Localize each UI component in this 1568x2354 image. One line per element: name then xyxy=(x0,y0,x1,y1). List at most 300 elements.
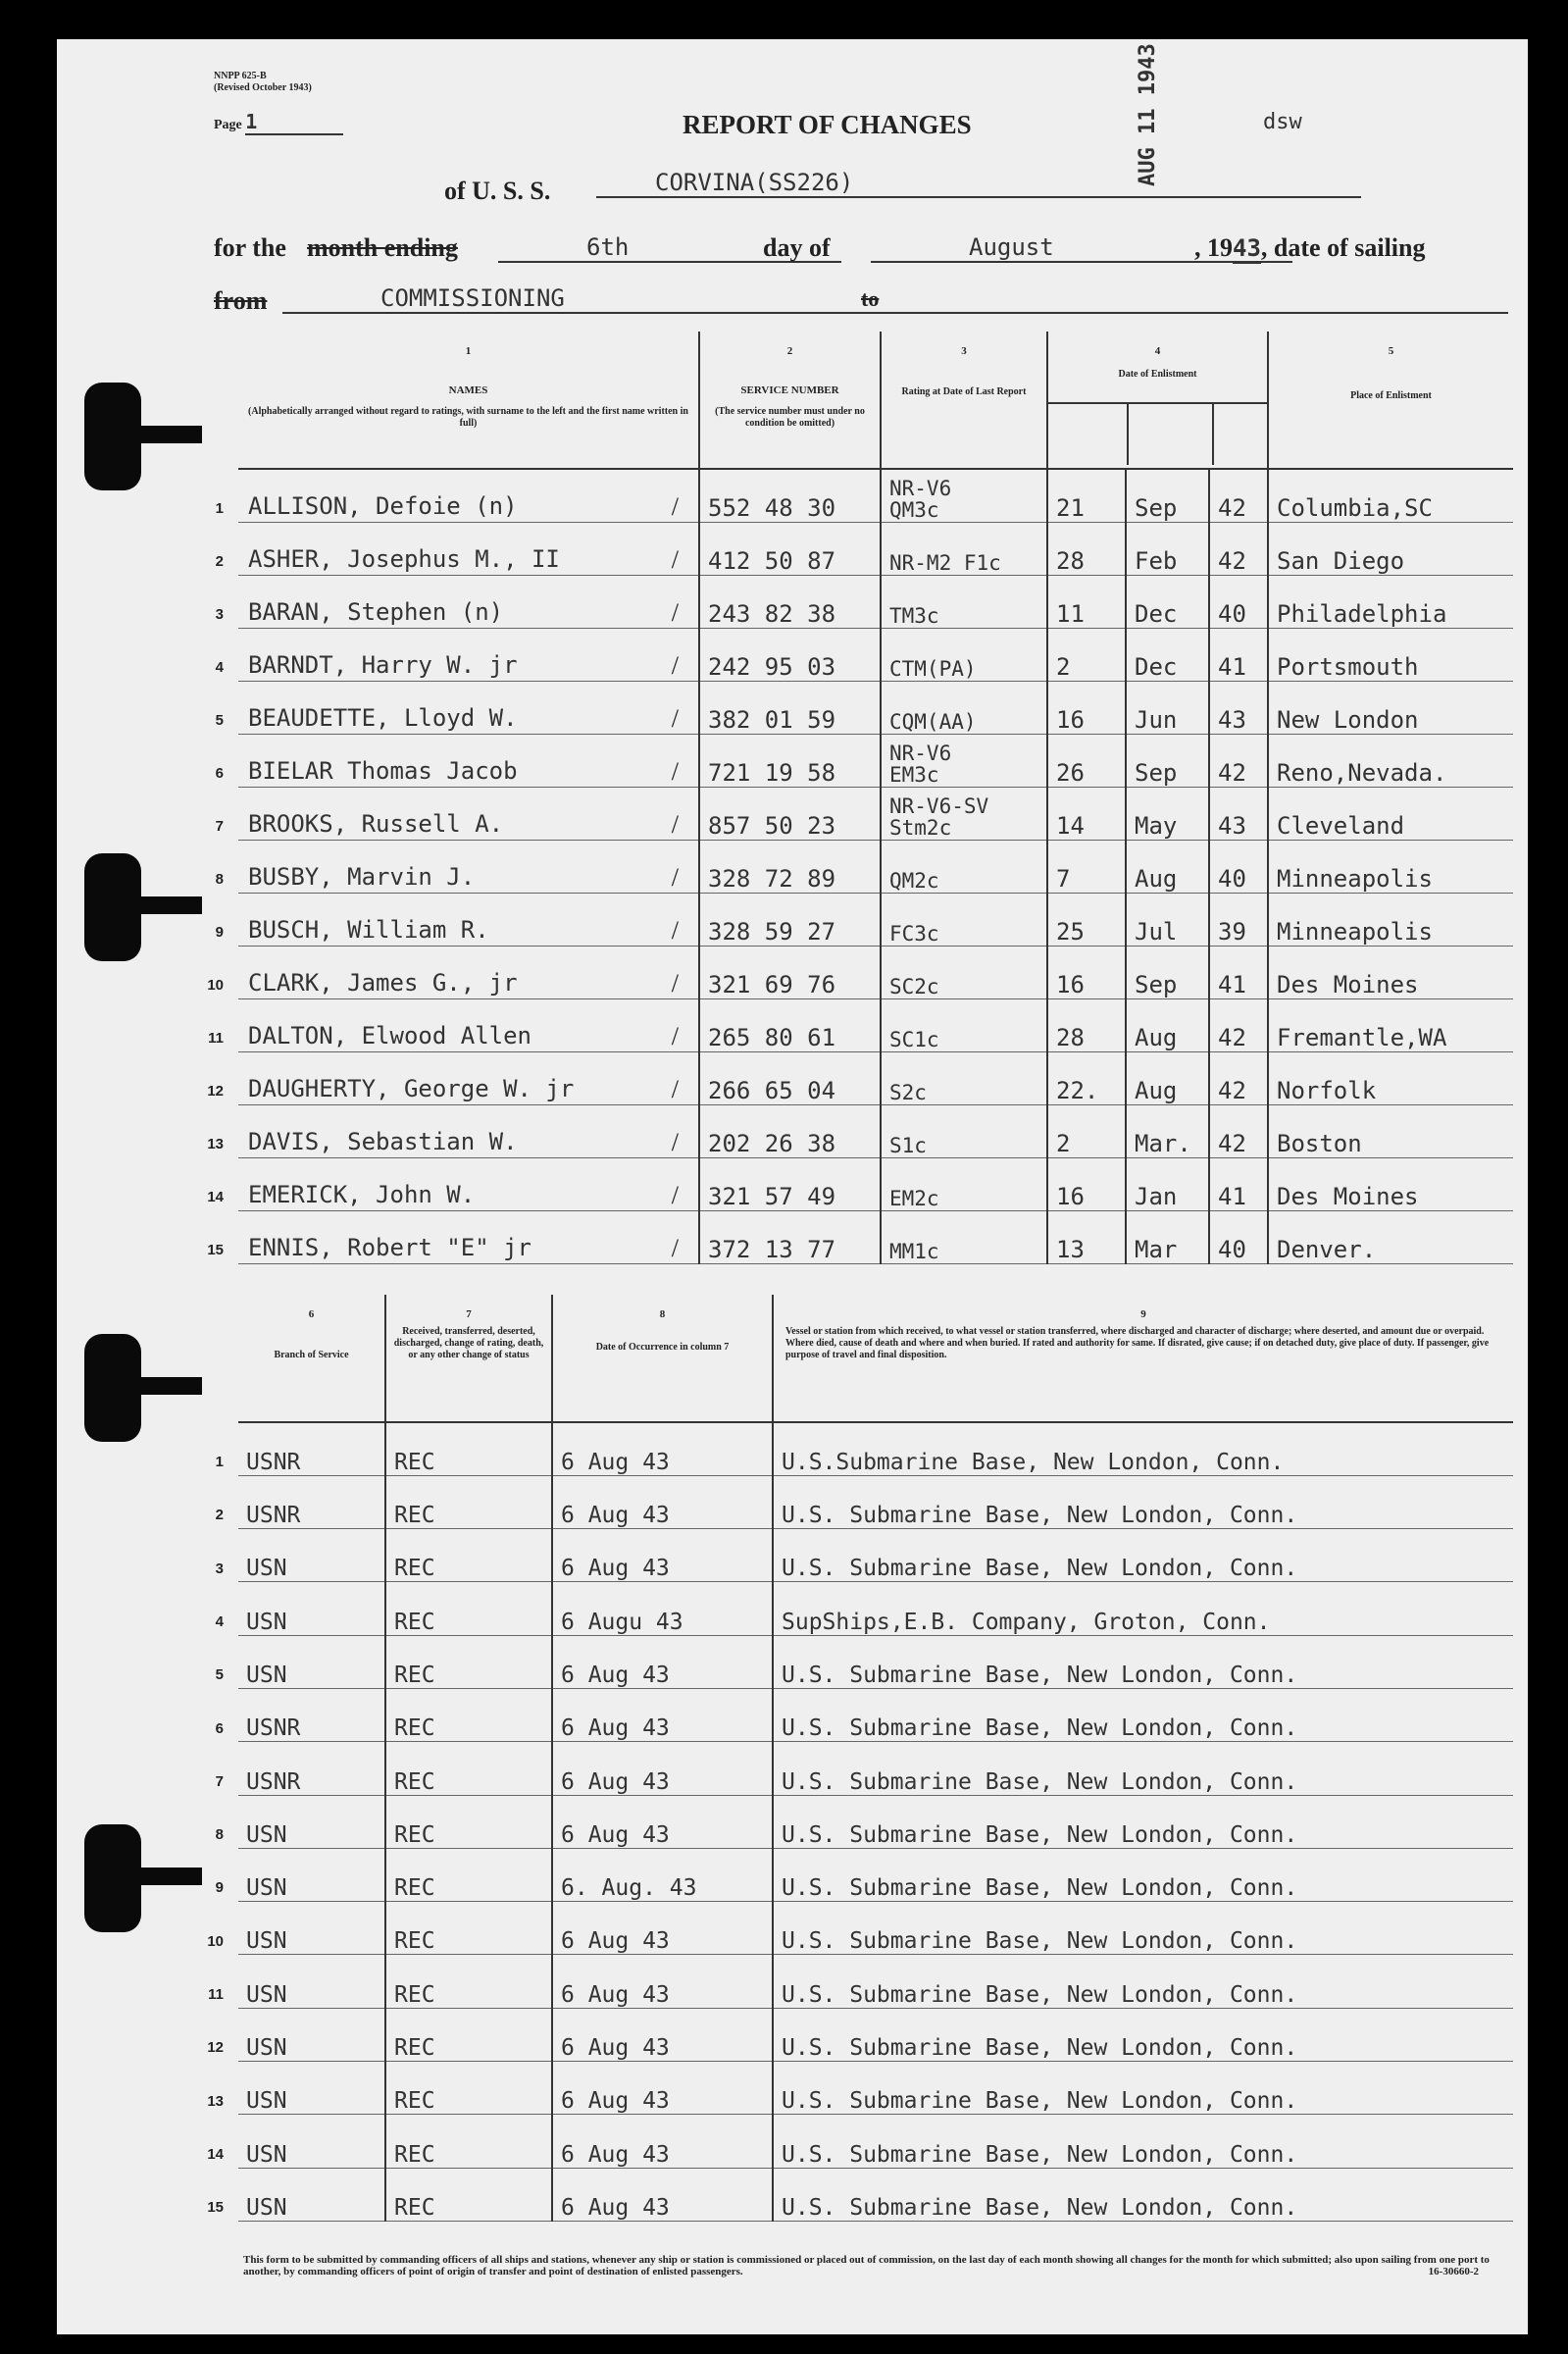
name-cell-text: ENNIS, Robert "E" jr xyxy=(248,1233,531,1261)
enlist-place-cell-text: Portsmouth xyxy=(1277,652,1419,681)
ship-name: CORVINA(SS226) xyxy=(596,169,1361,198)
enlist-month-cell xyxy=(1126,734,1209,787)
service-number-cell xyxy=(699,1051,881,1104)
check-mark: / xyxy=(671,809,679,839)
name-cell-text: DALTON, Elwood Allen xyxy=(248,1021,531,1049)
remarks-cell xyxy=(773,1582,1513,1635)
month-ending-label: month ending xyxy=(307,233,458,262)
table2-row xyxy=(238,2008,1513,2061)
row-number: 5 xyxy=(215,1666,224,1684)
name-cell-text: ASHER, Josephus M., II xyxy=(248,544,560,573)
col-rating-header: 3 Rating at Date of Last Report xyxy=(881,332,1047,469)
enlist-month-cell-text: Sep xyxy=(1135,493,1178,522)
rating-cell xyxy=(881,1210,1047,1263)
rating-cell xyxy=(881,1104,1047,1157)
rating-cell-text: S2c xyxy=(889,1080,927,1104)
month-value: August xyxy=(871,233,1292,263)
enlist-place-cell xyxy=(1268,998,1513,1051)
row-number: 11 xyxy=(208,1986,224,2003)
name-cell-text: BUSCH, William R. xyxy=(248,915,489,944)
remarks-cell-text: U.S. Submarine Base, New London, Conn. xyxy=(782,1981,1298,2008)
table1-row xyxy=(238,998,1513,1051)
date-cell xyxy=(552,1955,773,2008)
row-number: 15 xyxy=(207,1242,224,1258)
enlist-month-cell xyxy=(1126,1157,1209,1210)
service-number-cell xyxy=(699,787,881,840)
enlist-year-cell xyxy=(1209,734,1268,787)
from-label: from xyxy=(214,286,268,315)
branch-cell xyxy=(238,1582,385,1635)
remarks-cell-text: U.S. Submarine Base, New London, Conn. xyxy=(782,1556,1298,1582)
rating-cell xyxy=(881,575,1047,628)
rating-cell xyxy=(881,893,1047,946)
date-cell xyxy=(552,1848,773,1901)
document-page xyxy=(57,39,1528,2334)
branch-cell xyxy=(238,2115,385,2168)
enlist-month-cell xyxy=(1126,998,1209,1051)
table1-row xyxy=(238,628,1513,681)
for-the-label: for the xyxy=(214,233,286,262)
branch-cell-text: USN xyxy=(246,1556,287,1582)
enlist-year-cell-text: 42 xyxy=(1218,1076,1246,1104)
rating-cell xyxy=(881,681,1047,734)
date-cell xyxy=(552,2062,773,2115)
row-number: 12 xyxy=(207,2039,224,2057)
table2-row xyxy=(238,1582,1513,1635)
date-cell xyxy=(552,1582,773,1635)
date-cell-text: 6. Aug. 43 xyxy=(561,1875,697,1902)
branch-cell-text: USNR xyxy=(246,1715,301,1742)
remarks-cell xyxy=(773,1955,1513,2008)
branch-cell-text: USN xyxy=(246,1981,287,2008)
status-cell-text: REC xyxy=(394,1662,435,1688)
row-number: 13 xyxy=(207,2092,224,2110)
row-number: 9 xyxy=(215,924,224,941)
rating-cell-text: CTM(PA) xyxy=(889,656,977,681)
date-cell xyxy=(552,1635,773,1688)
name-cell-text: BEAUDETTE, Lloyd W. xyxy=(248,703,518,732)
enlist-day-cell-text: 22. xyxy=(1056,1076,1099,1104)
status-cell-text: REC xyxy=(394,1609,435,1635)
name-cell-text: CLARK, James G., jr xyxy=(248,968,518,997)
page-number: 1 xyxy=(245,110,343,135)
name-cell-text: BARAN, Stephen (n) xyxy=(248,597,504,626)
table1-row xyxy=(238,1051,1513,1104)
enlist-year-cell-text: 41 xyxy=(1218,1182,1246,1210)
enlist-month-cell-text: Mar xyxy=(1135,1235,1178,1263)
status-cell-text: REC xyxy=(394,2088,435,2115)
remarks-cell xyxy=(773,1635,1513,1688)
enlist-day-cell-text: 16 xyxy=(1056,705,1085,734)
enlist-year-cell-text: 42 xyxy=(1218,546,1246,575)
col-enlistment-date-header: 4 Date of Enlistment xyxy=(1047,332,1268,469)
status-cell xyxy=(385,1529,552,1582)
enlist-month-cell-text: Sep xyxy=(1135,970,1178,998)
row-number: 7 xyxy=(215,818,224,835)
branch-cell xyxy=(238,2168,385,2221)
enlist-month-cell xyxy=(1126,946,1209,998)
date-cell-text: 6 Aug 43 xyxy=(561,1821,670,1848)
enlist-year-cell xyxy=(1209,787,1268,840)
enlist-place-cell xyxy=(1268,787,1513,840)
name-cell xyxy=(238,1051,699,1104)
table2-row xyxy=(238,1742,1513,1795)
status-cell xyxy=(385,1902,552,1955)
rating-cell xyxy=(881,946,1047,998)
table1-row xyxy=(238,946,1513,998)
status-cell-text: REC xyxy=(394,1556,435,1582)
service-number-cell-text: 857 50 23 xyxy=(708,811,836,840)
enlist-month-cell xyxy=(1126,1104,1209,1157)
enlist-month-cell xyxy=(1126,1210,1209,1263)
date-cell xyxy=(552,1688,773,1741)
col-service-number-header: 2 SERVICE NUMBER (The service number must under no condition be omitted) xyxy=(699,332,881,469)
status-cell-text: REC xyxy=(394,1981,435,2008)
branch-cell-text: USNR xyxy=(246,1768,301,1795)
enlist-day-cell-text: 21 xyxy=(1056,493,1085,522)
enlist-place-cell xyxy=(1268,1157,1513,1210)
enlist-place-cell-text: Denver. xyxy=(1277,1235,1377,1263)
rating-cell xyxy=(881,787,1047,840)
remarks-cell-text: U.S. Submarine Base, New London, Conn. xyxy=(782,2035,1298,2062)
rating-cell-text: NR-V6-SV Stm2c xyxy=(889,793,989,840)
enlist-place-cell xyxy=(1268,734,1513,787)
enlist-month-cell-text: Aug xyxy=(1135,1076,1178,1104)
enlist-day-cell xyxy=(1047,840,1126,893)
enlist-day-cell xyxy=(1047,575,1126,628)
punch-hole xyxy=(84,853,141,961)
enlist-place-cell-text: New London xyxy=(1277,705,1419,734)
enlist-year-cell-text: 40 xyxy=(1218,1235,1246,1263)
col-place-header: 5 Place of Enlistment xyxy=(1268,332,1513,469)
row-number: 4 xyxy=(215,659,224,676)
status-cell-text: REC xyxy=(394,1768,435,1795)
rating-cell-text: QM2c xyxy=(889,868,939,893)
name-cell xyxy=(238,681,699,734)
name-cell xyxy=(238,575,699,628)
service-number-cell-text: 243 82 38 xyxy=(708,599,836,628)
table2-row xyxy=(238,1635,1513,1688)
check-mark: / xyxy=(671,1074,679,1103)
branch-cell-text: USN xyxy=(246,2141,287,2168)
name-cell xyxy=(238,840,699,893)
row-number: 14 xyxy=(207,1189,224,1205)
status-cell xyxy=(385,1422,552,1475)
date-cell xyxy=(552,2115,773,2168)
date-cell-text: 6 Aug 43 xyxy=(561,2141,670,2168)
punch-hole xyxy=(84,1334,141,1442)
service-number-cell-text: 265 80 61 xyxy=(708,1023,836,1051)
enlist-year-cell-text: 40 xyxy=(1218,599,1246,628)
remarks-cell-text: U.S. Submarine Base, New London, Conn. xyxy=(782,1715,1298,1742)
name-cell xyxy=(238,734,699,787)
remarks-cell xyxy=(773,2115,1513,2168)
branch-cell-text: USN xyxy=(246,1662,287,1688)
row-number: 6 xyxy=(215,765,224,782)
rating-cell xyxy=(881,1051,1047,1104)
status-cell xyxy=(385,1795,552,1848)
name-cell-text: BUSBY, Marvin J. xyxy=(248,862,476,891)
footer-note: This form to be submitted by commanding officers of all ships and stations, whenever any ship or station is commissioned or placed out of commission, on the last day of each month showing all changes for the month for which submitted; also upon sailing from one port to another, by commanding officers of point of origin of transfer and point of destination of enlisted passengers. 16-30660-2 xyxy=(243,2254,1490,2277)
enlist-day-cell-text: 16 xyxy=(1056,1182,1085,1210)
service-number-cell xyxy=(699,998,881,1051)
check-mark: / xyxy=(671,491,679,521)
enlist-day-cell xyxy=(1047,946,1126,998)
name-cell xyxy=(238,998,699,1051)
service-number-cell xyxy=(699,893,881,946)
name-cell xyxy=(238,1157,699,1210)
name-cell xyxy=(238,469,699,522)
enlist-year-cell-text: 42 xyxy=(1218,758,1246,787)
enlist-month-cell-text: Aug xyxy=(1135,1023,1178,1051)
date-cell-text: 6 Augu 43 xyxy=(561,1609,683,1635)
enlist-place-cell xyxy=(1268,893,1513,946)
date-cell-text: 6 Aug 43 xyxy=(561,2194,670,2221)
service-number-cell-text: 242 95 03 xyxy=(708,652,836,681)
rating-cell-text: NR-V6 QM3c xyxy=(889,476,952,522)
enlist-day-cell-text: 28 xyxy=(1056,546,1085,575)
date-cell-text: 6 Aug 43 xyxy=(561,2088,670,2115)
check-mark: / xyxy=(671,703,679,733)
row-number: 10 xyxy=(207,1932,224,1950)
table1-row xyxy=(238,734,1513,787)
service-number-cell-text: 552 48 30 xyxy=(708,493,836,522)
name-cell xyxy=(238,1104,699,1157)
service-number-cell xyxy=(699,575,881,628)
status-cell xyxy=(385,2008,552,2061)
rating-cell-text: MM1c xyxy=(889,1239,939,1263)
enlist-day-cell-text: 14 xyxy=(1056,811,1085,840)
status-table xyxy=(238,1295,1513,2222)
remarks-cell-text: SupShips,E.B. Company, Groton, Conn. xyxy=(782,1609,1271,1635)
row-number: 15 xyxy=(207,2199,224,2217)
row-number: 1 xyxy=(215,500,224,517)
enlist-place-cell-text: Minneapolis xyxy=(1277,864,1433,893)
enlist-year-cell xyxy=(1209,628,1268,681)
status-cell-text: REC xyxy=(394,1449,435,1475)
enlist-year-cell xyxy=(1209,1051,1268,1104)
to-value-line xyxy=(900,284,1508,314)
year-field: , 1943, date of sailing xyxy=(1194,233,1426,262)
service-number-cell-text: 321 69 76 xyxy=(708,970,836,998)
remarks-cell xyxy=(773,2168,1513,2221)
enlist-month-cell-text: Jul xyxy=(1135,917,1178,946)
enlist-day-cell xyxy=(1047,1210,1126,1263)
remarks-cell xyxy=(773,2008,1513,2061)
service-number-cell-text: 382 01 59 xyxy=(708,705,836,734)
date-cell-text: 6 Aug 43 xyxy=(561,1981,670,2008)
check-mark: / xyxy=(671,1180,679,1209)
enlist-year-cell-text: 42 xyxy=(1218,1023,1246,1051)
service-number-cell-text: 328 59 27 xyxy=(708,917,836,946)
rating-cell-text: FC3c xyxy=(889,921,939,946)
check-mark: / xyxy=(671,1021,679,1050)
uss-label: of U. S. S. xyxy=(444,177,551,205)
table1-row xyxy=(238,1157,1513,1210)
table1-row xyxy=(238,840,1513,893)
enlist-month-cell-text: Jan xyxy=(1135,1182,1178,1210)
enlist-place-cell-text: Minneapolis xyxy=(1277,917,1433,946)
status-cell xyxy=(385,2115,552,2168)
enlist-place-cell xyxy=(1268,628,1513,681)
enlist-year-cell-text: 41 xyxy=(1218,970,1246,998)
remarks-cell xyxy=(773,1902,1513,1955)
date-cell xyxy=(552,1529,773,1582)
service-number-cell-text: 328 72 89 xyxy=(708,864,836,893)
enlist-month-cell-text: Aug xyxy=(1135,864,1178,893)
enlist-day-cell xyxy=(1047,628,1126,681)
enlist-place-cell-text: Des Moines xyxy=(1277,970,1419,998)
table1-row xyxy=(238,469,1513,522)
branch-cell-text: USNR xyxy=(246,1503,301,1529)
branch-cell xyxy=(238,1742,385,1795)
punch-hole xyxy=(84,1824,141,1932)
name-cell-text: DAVIS, Sebastian W. xyxy=(248,1127,518,1155)
day-of-label: day of xyxy=(763,233,831,262)
table2-header-row xyxy=(238,1295,1513,1422)
col-status-header: 7 Received, transferred, deserted, discharged, change of rating, death, or any other change of status xyxy=(385,1295,552,1422)
branch-cell xyxy=(238,1422,385,1475)
service-number-cell xyxy=(699,946,881,998)
branch-cell-text: USN xyxy=(246,1609,287,1635)
check-mark: / xyxy=(671,915,679,945)
rating-cell xyxy=(881,469,1047,522)
row-number: 8 xyxy=(215,871,224,888)
row-number: 2 xyxy=(215,553,224,570)
table2-row xyxy=(238,1422,1513,1475)
enlist-day-cell-text: 13 xyxy=(1056,1235,1085,1263)
row-number: 1 xyxy=(215,1454,224,1470)
name-cell xyxy=(238,893,699,946)
row-number: 10 xyxy=(207,977,224,994)
service-number-cell xyxy=(699,1210,881,1263)
enlist-month-cell xyxy=(1126,628,1209,681)
remarks-cell xyxy=(773,1795,1513,1848)
enlist-place-cell xyxy=(1268,522,1513,575)
status-cell xyxy=(385,1635,552,1688)
form-id: NNPP 625-B xyxy=(214,71,267,81)
branch-cell xyxy=(238,2008,385,2061)
initials: dsw xyxy=(1263,110,1302,134)
table2-row xyxy=(238,1848,1513,1901)
enlist-place-cell xyxy=(1268,840,1513,893)
remarks-cell-text: U.S. Submarine Base, New London, Conn. xyxy=(782,2141,1298,2168)
remarks-cell xyxy=(773,1742,1513,1795)
name-cell xyxy=(238,787,699,840)
branch-cell-text: USN xyxy=(246,1875,287,1902)
row-number: 11 xyxy=(208,1030,224,1047)
enlist-place-cell xyxy=(1268,1104,1513,1157)
service-number-cell xyxy=(699,734,881,787)
date-cell-text: 6 Aug 43 xyxy=(561,1662,670,1688)
enlist-month-cell xyxy=(1126,469,1209,522)
col-remarks-header: 9 Vessel or station from which received, to what vessel or station transferred, where discharged and character of discharge; where deserted, and amount due or overpaid. Where died, cause of death and where and when buried. If rated and authority for same. If disrated, give cause; if on detached duty, give place of duty. If passenger, give purpose of travel and final disposition. xyxy=(773,1295,1513,1422)
enlist-place-cell xyxy=(1268,469,1513,522)
rating-cell-text: TM3c xyxy=(889,603,939,628)
branch-cell-text: USN xyxy=(246,2088,287,2115)
enlist-month-cell-text: Feb xyxy=(1135,546,1178,575)
enlist-day-cell-text: 25 xyxy=(1056,917,1085,946)
name-cell xyxy=(238,946,699,998)
row-number: 8 xyxy=(215,1826,224,1844)
check-mark: / xyxy=(671,650,679,680)
enlist-year-cell xyxy=(1209,840,1268,893)
status-cell-text: REC xyxy=(394,1821,435,1848)
enlist-year-cell xyxy=(1209,893,1268,946)
enlist-month-cell xyxy=(1126,522,1209,575)
enlist-year-cell-text: 43 xyxy=(1218,811,1246,840)
enlist-year-cell xyxy=(1209,1104,1268,1157)
enlist-day-cell-text: 7 xyxy=(1056,864,1071,893)
enlist-year-cell xyxy=(1209,998,1268,1051)
service-number-cell-text: 412 50 87 xyxy=(708,546,836,575)
enlist-day-cell xyxy=(1047,522,1126,575)
remarks-cell-text: U.S. Submarine Base, New London, Conn. xyxy=(782,1662,1298,1688)
enlist-month-cell xyxy=(1126,787,1209,840)
branch-cell xyxy=(238,1475,385,1528)
enlist-day-cell xyxy=(1047,1157,1126,1210)
rating-cell-text: NR-M2 F1c xyxy=(889,550,1001,575)
date-cell xyxy=(552,2008,773,2061)
table1-row xyxy=(238,575,1513,628)
service-number-cell xyxy=(699,681,881,734)
check-mark: / xyxy=(671,1233,679,1262)
enlist-year-cell xyxy=(1209,1210,1268,1263)
enlist-year-cell-text: 39 xyxy=(1218,917,1246,946)
branch-cell xyxy=(238,2062,385,2115)
service-number-cell xyxy=(699,469,881,522)
service-number-cell xyxy=(699,1104,881,1157)
enlist-place-cell-text: Reno,Nevada. xyxy=(1277,758,1447,787)
table2-row xyxy=(238,1529,1513,1582)
date-stamp: AUG 11 1943 xyxy=(1136,43,1160,186)
table2-row xyxy=(238,1475,1513,1528)
remarks-cell xyxy=(773,2062,1513,2115)
check-mark: / xyxy=(671,968,679,998)
table2-row xyxy=(238,2062,1513,2115)
enlistment-table xyxy=(238,332,1513,1264)
branch-cell-text: USN xyxy=(246,2194,287,2221)
enlist-day-cell xyxy=(1047,1051,1126,1104)
branch-cell-text: USN xyxy=(246,2035,287,2062)
row-number: 3 xyxy=(215,1560,224,1577)
enlist-year-cell xyxy=(1209,522,1268,575)
table1-row xyxy=(238,787,1513,840)
page-label: Page 1 xyxy=(214,110,343,135)
remarks-cell-text: U.S. Submarine Base, New London, Conn. xyxy=(782,1768,1298,1795)
date-cell-text: 6 Aug 43 xyxy=(561,1503,670,1529)
row-number: 9 xyxy=(215,1879,224,1897)
row-number: 14 xyxy=(207,2145,224,2163)
enlist-year-cell-text: 43 xyxy=(1218,705,1246,734)
name-cell-text: BIELAR Thomas Jacob xyxy=(248,756,518,785)
enlist-year-cell-text: 40 xyxy=(1218,864,1246,893)
enlist-place-cell xyxy=(1268,946,1513,998)
col-date-header: 8 Date of Occurrence in column 7 xyxy=(552,1295,773,1422)
rating-cell xyxy=(881,840,1047,893)
status-cell xyxy=(385,1475,552,1528)
rating-cell xyxy=(881,734,1047,787)
remarks-cell xyxy=(773,1688,1513,1741)
enlist-day-cell-text: 16 xyxy=(1056,970,1085,998)
status-cell xyxy=(385,1582,552,1635)
rating-cell-text: SC2c xyxy=(889,974,939,998)
enlist-place-cell xyxy=(1268,681,1513,734)
table2-row xyxy=(238,2168,1513,2221)
date-cell-text: 6 Aug 43 xyxy=(561,1928,670,1955)
branch-cell-text: USN xyxy=(246,1821,287,1848)
remarks-cell xyxy=(773,1529,1513,1582)
